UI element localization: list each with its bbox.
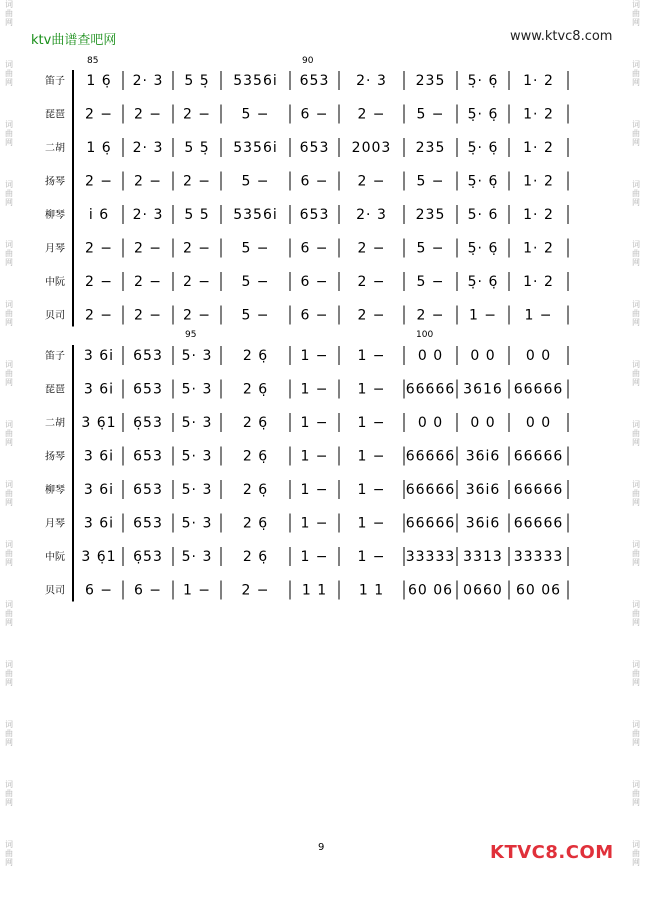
watermark-text: 词曲网: [5, 120, 13, 147]
measure-notes: 653: [133, 381, 163, 398]
measure-notes: 3 6i: [83, 348, 115, 364]
measure-notes: 2· 3: [132, 73, 164, 89]
instrument-name: 中阮: [45, 277, 65, 288]
measure-notes: 1 −: [300, 549, 329, 565]
watermark-text: 词曲网: [5, 60, 13, 87]
measure-notes: 6 −: [300, 106, 329, 123]
measure-notes: 6 −: [133, 582, 163, 599]
measure-notes: 2 −: [416, 307, 445, 324]
measure-notes: 66666: [405, 515, 456, 532]
measure-notes: 5 −: [241, 173, 270, 190]
measure-notes: 1· 2: [523, 106, 554, 123]
watermark-text: 词曲网: [632, 60, 640, 87]
measure-notes: 653: [133, 448, 163, 465]
measure-notes: 36i6: [465, 448, 501, 465]
measure-notes: 3 6̣1: [81, 415, 117, 431]
measure-notes: 653: [299, 207, 330, 223]
measure-notes: 1 6̣: [86, 73, 112, 89]
watermark-text: 词曲网: [5, 720, 13, 747]
measure-notes: 60 06: [407, 582, 454, 599]
watermark-text: 词曲网: [632, 360, 640, 387]
instrument-name: 琵琶: [45, 109, 65, 121]
watermark-text: 词曲网: [632, 240, 640, 267]
watermark-text: 词曲网: [632, 300, 640, 327]
measure-notes: 1 1: [301, 582, 328, 599]
measure-notes: 2 −: [84, 307, 114, 324]
measure-notes: 66666: [405, 482, 456, 498]
measure-notes: 2 −: [357, 274, 386, 290]
measure-notes: 33333: [405, 549, 456, 565]
measure-notes: 5̣· 6̣: [467, 240, 499, 257]
watermark-text: 词曲网: [5, 780, 13, 807]
measure-notes: 5 5̣: [184, 140, 210, 156]
measure-notes: 2 6̣: [242, 381, 269, 398]
measure-notes: 2 6̣: [242, 482, 269, 498]
measure-notes: 2 6̣: [242, 348, 269, 364]
watermark-text: 词曲网: [632, 720, 640, 747]
measure-notes: 36i6: [465, 482, 501, 498]
measure-notes: 653: [133, 515, 163, 532]
measure-notes: 3 6i: [83, 515, 115, 532]
measure-notes: 1 −: [357, 381, 386, 398]
measure-notes: 5· 3: [181, 549, 213, 565]
measure-notes: 5̣· 6̣: [467, 274, 499, 290]
measure-notes: 5 −: [241, 274, 270, 290]
measure-notes: 5· 3: [181, 381, 213, 398]
watermark-text: 词曲网: [5, 360, 13, 387]
measure-notes: 2 −: [133, 274, 163, 290]
measure-notes: 2 6̣: [242, 415, 269, 431]
measure-notes: 2 −: [133, 240, 163, 257]
measure-notes: 5· 6: [467, 207, 499, 223]
measure-notes: 1 −: [300, 515, 329, 532]
measure-notes: 2 −: [84, 274, 114, 290]
measure-notes: 5̣· 6̣: [467, 140, 499, 156]
measure-notes: 2 −: [84, 240, 114, 257]
measure-notes: 3313: [463, 549, 503, 565]
measure-notes: 6̣53: [133, 415, 163, 431]
measure-notes: 66666: [405, 448, 456, 465]
measure-notes: 1 −: [357, 448, 386, 465]
instrument-name: 扬琴: [45, 176, 65, 188]
measure-notes: 2 −: [182, 173, 212, 190]
measure-notes: 5̣· 6̣: [467, 173, 499, 190]
measure-notes: 1 −: [300, 415, 329, 431]
measure-notes: 1 −: [300, 348, 329, 364]
watermark-text: 词曲网: [632, 180, 640, 207]
measure-notes: 1 −: [357, 549, 386, 565]
watermark-text: 词曲网: [632, 480, 640, 507]
watermark-text: 词曲网: [632, 120, 640, 147]
watermark-text: 词曲网: [632, 840, 640, 867]
measure-notes: 2 −: [133, 106, 163, 123]
measure-notes: 2 −: [357, 307, 386, 324]
measure-notes: 5· 3: [181, 415, 213, 431]
measure-notes: 0 0: [525, 348, 552, 364]
measure-notes: 1 −: [357, 515, 386, 532]
instrument-name: 笛子: [45, 76, 65, 87]
measure-notes: 5 −: [241, 307, 270, 324]
measure-notes: 1· 2: [523, 173, 554, 190]
measure-notes: 5· 3: [181, 348, 213, 364]
measure-notes: 2 −: [357, 106, 386, 123]
watermark-text: 词曲网: [5, 300, 13, 327]
measure-notes: 0 0: [470, 415, 496, 431]
watermark-text: 词曲网: [5, 660, 13, 687]
measure-notes: 0 0: [470, 348, 496, 364]
instrument-name: 月琴: [45, 518, 65, 530]
measure-notes: 653: [133, 348, 163, 364]
instrument-name: 贝司: [45, 310, 65, 322]
measure-notes: 1 −: [468, 307, 498, 324]
measure-notes: 3 6i: [83, 448, 115, 465]
measure-notes: i 6: [88, 207, 110, 223]
measure-notes: 6 −: [300, 240, 329, 257]
measure-notes: 5 −: [416, 173, 445, 190]
measure-notes: 5 −: [241, 106, 270, 123]
measure-notes: 5̣· 6̣: [467, 73, 499, 89]
measure-notes: 2003: [351, 140, 392, 156]
watermark-text: 词曲网: [632, 420, 640, 447]
footer-logo: KTVC8.COM: [490, 842, 614, 863]
measure-notes: 66666: [513, 448, 564, 465]
measure-notes: 653: [299, 73, 330, 89]
measure-notes: 2 −: [84, 173, 114, 190]
watermark-text: 词曲网: [632, 540, 640, 567]
watermark-text: 词曲网: [632, 600, 640, 627]
measure-notes: 2 −: [133, 307, 163, 324]
measure-notes: 2· 3: [132, 207, 164, 223]
measure-notes: 2 6̣: [242, 448, 269, 465]
measure-notes: 2 6̣: [242, 515, 269, 532]
measure-notes: 2 −: [182, 240, 212, 257]
bar-number: 85: [87, 56, 99, 66]
instrument-name: 贝司: [45, 585, 65, 597]
watermark-text: 词曲网: [5, 0, 13, 27]
measure-notes: 5 5: [184, 207, 210, 223]
measure-notes: 5 −: [416, 240, 445, 257]
bar-number: 95: [185, 330, 197, 340]
measure-notes: 1 −: [300, 448, 329, 465]
measure-notes: 2 −: [182, 106, 212, 123]
measure-notes: 5356i: [233, 73, 278, 89]
measure-notes: 1 −: [357, 482, 386, 498]
measure-notes: 3616: [463, 381, 503, 398]
measure-notes: 235: [415, 207, 446, 223]
measure-notes: 3 6i: [83, 381, 115, 398]
instrument-name: 中阮: [45, 552, 65, 563]
measure-notes: 1 6̣: [86, 140, 112, 156]
measure-notes: 66666: [405, 381, 456, 398]
measure-notes: 0 0: [417, 348, 444, 364]
measure-notes: 5 −: [416, 106, 445, 123]
measure-notes: 1 −: [300, 482, 329, 498]
measure-notes: 33333: [513, 549, 564, 565]
watermark-text: 词曲网: [5, 480, 13, 507]
measure-notes: 5 5̣: [184, 73, 210, 89]
measure-notes: 5 −: [241, 240, 270, 257]
measure-notes: 5356i: [233, 207, 278, 223]
measure-notes: 1· 2: [523, 240, 554, 257]
measure-notes: 36i6: [465, 515, 501, 532]
measure-notes: 1 −: [182, 582, 212, 599]
measure-notes: 1· 2: [523, 207, 554, 223]
bar-number: 100: [416, 330, 434, 340]
measure-notes: 2 −: [357, 173, 386, 190]
measure-notes: 2· 3: [132, 140, 164, 156]
measure-notes: 6 −: [300, 307, 329, 324]
measure-notes: 1 −: [357, 348, 386, 364]
measure-notes: 1 −: [524, 307, 553, 324]
measure-notes: 60 06: [515, 582, 562, 599]
watermark-text: 词曲网: [5, 600, 13, 627]
measure-notes: 0 0: [417, 415, 444, 431]
measure-notes: 235: [415, 73, 446, 89]
measure-notes: 5· 3: [181, 448, 213, 465]
instrument-name: 笛子: [45, 351, 65, 362]
measure-notes: 2 −: [84, 106, 114, 123]
measure-notes: 1 −: [357, 415, 386, 431]
watermark-text: 词曲网: [5, 840, 13, 867]
measure-notes: 2 6̣: [242, 549, 269, 565]
instrument-name: 柳琴: [45, 210, 65, 221]
measure-notes: 1· 2: [523, 140, 554, 156]
measure-notes: 2 −: [241, 582, 270, 599]
instrument-name: 柳琴: [45, 485, 65, 496]
measure-notes: 5356i: [233, 140, 278, 156]
watermark-text: 词曲网: [5, 420, 13, 447]
measure-notes: 5· 3: [181, 482, 213, 498]
measure-notes: 2· 3: [356, 207, 387, 223]
watermark-text: 词曲网: [5, 240, 13, 267]
measure-notes: 2 −: [133, 173, 163, 190]
measure-notes: 235: [415, 140, 446, 156]
measure-notes: 6̣53: [133, 549, 163, 565]
instrument-name: 月琴: [45, 243, 65, 255]
measure-notes: 66666: [513, 515, 564, 532]
measure-notes: 2· 3: [356, 73, 387, 89]
measure-notes: 6 −: [300, 173, 329, 190]
measure-notes: 0660: [463, 582, 503, 599]
watermark-text: 词曲网: [632, 660, 640, 687]
watermark-text: 词曲网: [632, 0, 640, 27]
instrument-name: 二胡: [45, 143, 65, 154]
watermark-text: 词曲网: [5, 540, 13, 567]
measure-notes: 5̣· 6̣: [467, 106, 499, 123]
measure-notes: 5· 3: [181, 515, 213, 532]
page-number: 9: [318, 842, 325, 853]
header-site-url: www.ktvc8.com: [510, 29, 613, 44]
measure-notes: 1· 2: [523, 274, 554, 290]
measure-notes: 66666: [513, 381, 564, 398]
measure-notes: 653: [299, 140, 330, 156]
instrument-name: 扬琴: [45, 451, 65, 463]
measure-notes: 1· 2: [523, 73, 554, 89]
measure-notes: 3 6i: [83, 482, 115, 498]
header-site-name: ktv曲谱查吧网: [31, 33, 117, 48]
measure-notes: 2 −: [182, 307, 212, 324]
measure-notes: 5 −: [416, 274, 445, 290]
instrument-name: 二胡: [45, 418, 65, 429]
instrument-name: 琵琶: [45, 384, 65, 396]
measure-notes: 1 1: [358, 582, 385, 599]
watermark-text: 词曲网: [5, 180, 13, 207]
watermark-text: 词曲网: [632, 780, 640, 807]
measure-notes: 653: [133, 482, 163, 498]
measure-notes: 6 −: [84, 582, 114, 599]
measure-notes: 2 −: [357, 240, 386, 257]
measure-notes: 6 −: [300, 274, 329, 290]
measure-notes: 1 −: [300, 381, 329, 398]
measure-notes: 3 6̣1: [81, 549, 117, 565]
measure-notes: 66666: [513, 482, 564, 498]
bar-number: 90: [302, 56, 314, 66]
measure-notes: 2 −: [182, 274, 212, 290]
measure-notes: 0 0: [525, 415, 552, 431]
